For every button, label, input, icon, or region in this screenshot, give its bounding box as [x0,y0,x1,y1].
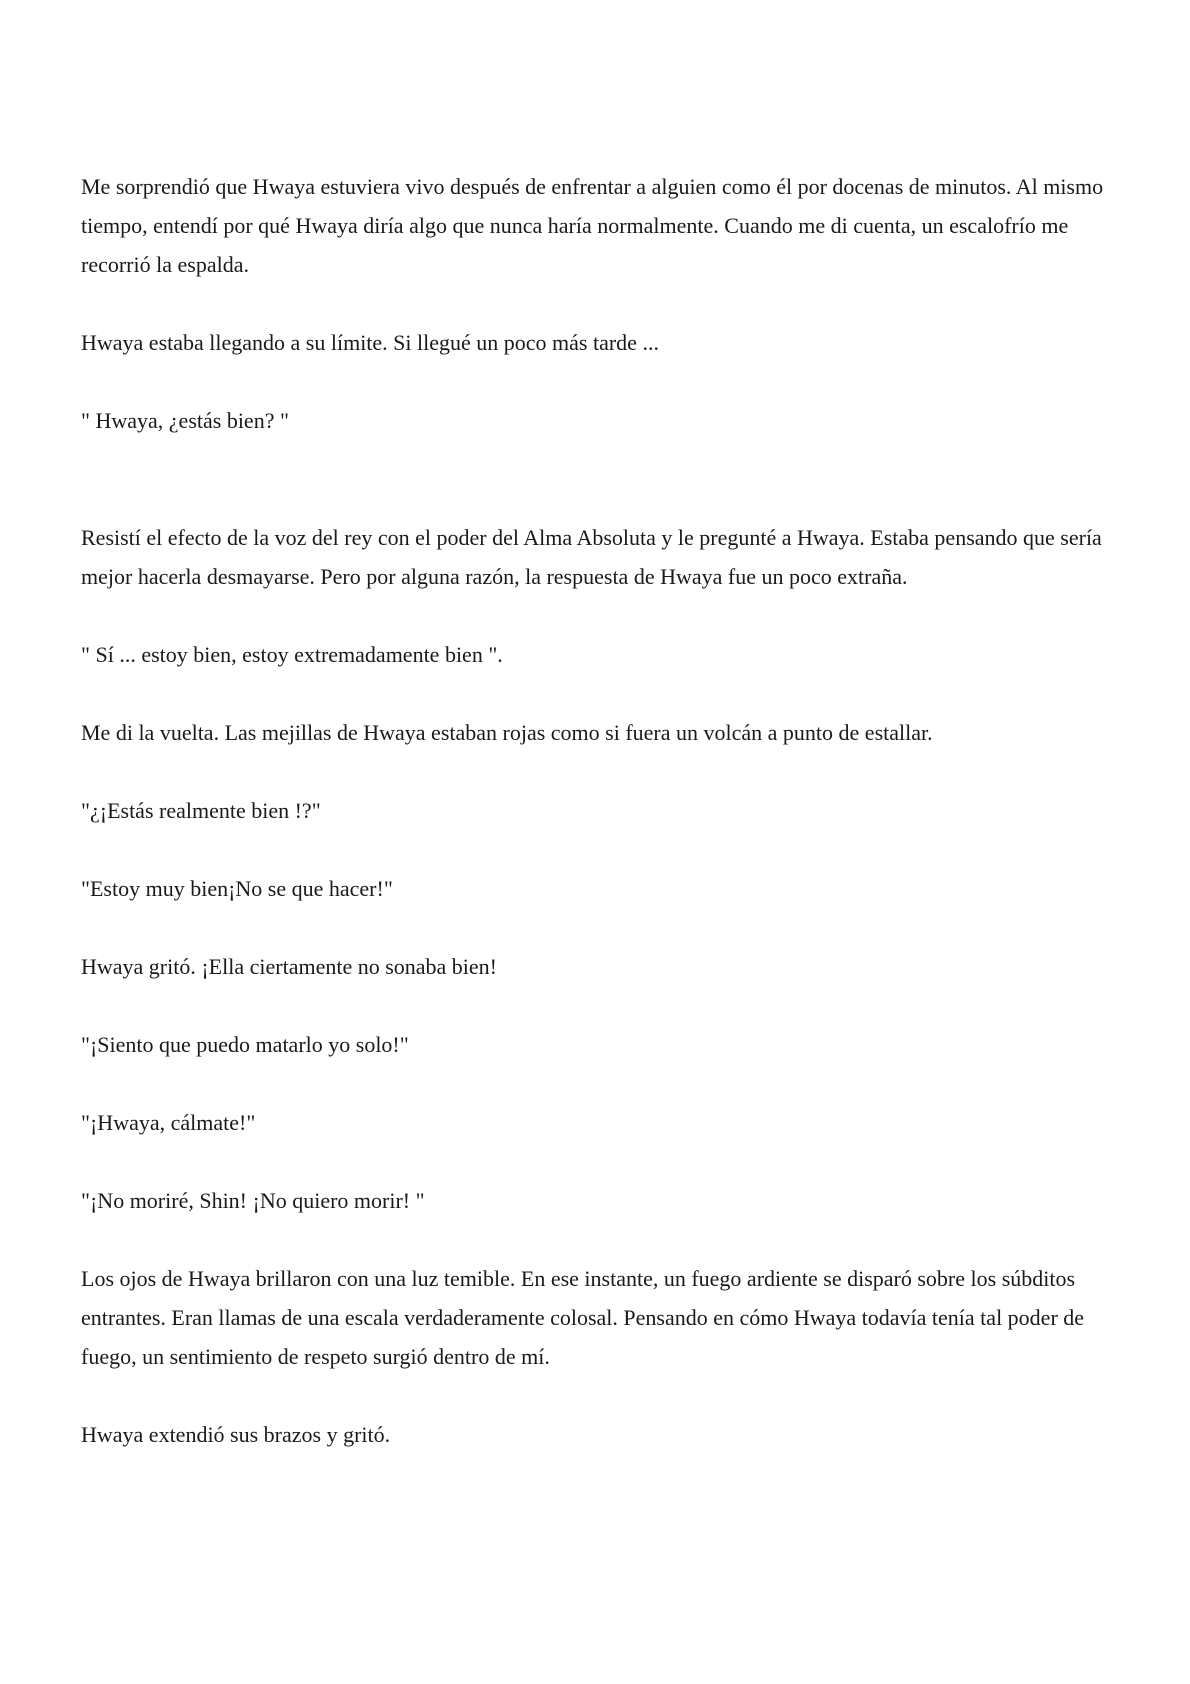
paragraph-4: Resistí el efecto de la voz del rey con el poder del Alma Absoluta y le pregunté a Hwaya. Estaba pensando que sería mejor hacerla desmayarse. Pero por alguna razón, la respuesta de Hwaya fue un poco extraña. [81,525,1102,589]
paragraph-8: "Estoy muy bien¡No se que hacer!" [81,876,393,901]
paragraph-7: "¿¡Estás realmente bien !?" [81,798,321,823]
paragraph-6: Me di la vuelta. Las mejillas de Hwaya estaban rojas como si fuera un volcán a punto de estallar. [81,720,933,745]
document-body [81,167,1111,1493]
paragraph-10: "¡Siento que puedo matarlo yo solo!" [81,1032,409,1057]
paragraph-2: Hwaya estaba llegando a su límite. Si llegué un poco más tarde ... [81,330,659,355]
paragraph-9: Hwaya gritó. ¡Ella ciertamente no sonaba bien! [81,954,498,979]
paragraph-14: Hwaya extendió sus brazos y gritó. [81,1422,391,1447]
paragraph-12: "¡No moriré, Shin! ¡No quiero morir! " [81,1188,425,1213]
paragraph-1: Me sorprendió que Hwaya estuviera vivo después de enfrentar a alguien como él por docenas de minutos. Al mismo tiempo, entendí por qué Hwaya diría algo que nunca haría normalmente. Cuando me di cuenta, un escalofrío me recorrió la espalda. [81,174,1104,277]
paragraph-11: "¡Hwaya, cálmate!" [81,1110,256,1135]
paragraph-3: " Hwaya, ¿estás bien? " [81,408,289,433]
paragraph-13: Los ojos de Hwaya brillaron con una luz temible. En ese instante, un fuego ardiente se disparó sobre los súbditos entrantes. Eran llamas de una escala verdaderamente colosal. Pensando en cómo Hwaya todavía tenía tal poder de fuego, un sentimiento de respeto surgió dentro de mí. [81,1266,1085,1369]
paragraph-5: " Sí ... estoy bien, estoy extremadamente bien ". [81,642,503,667]
